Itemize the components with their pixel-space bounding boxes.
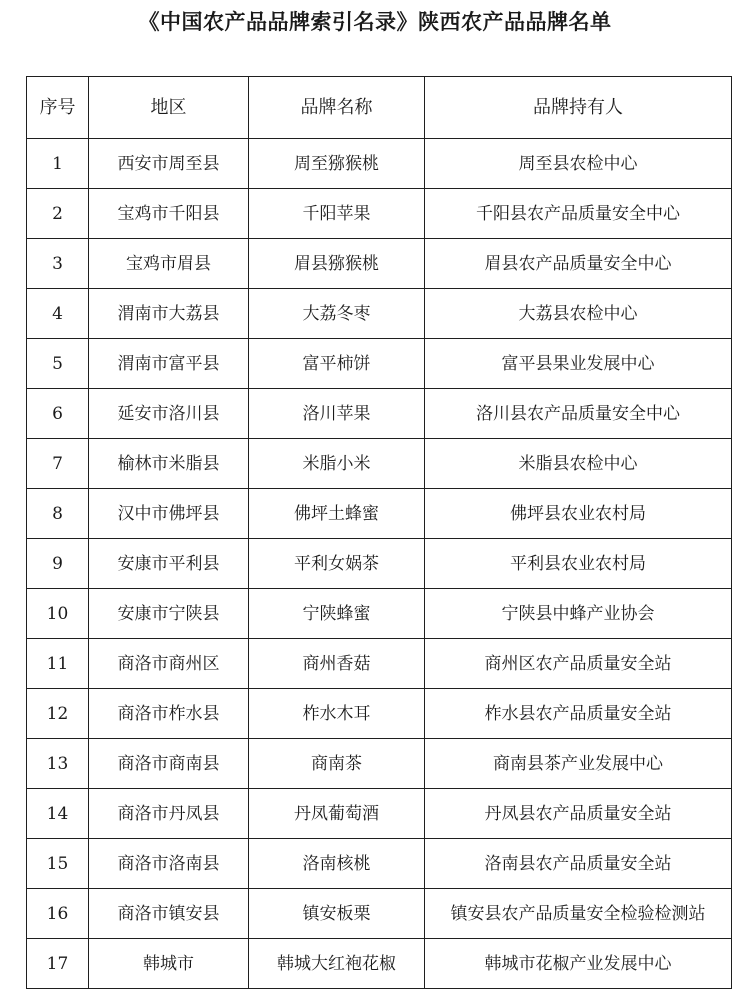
header-brand: 品牌名称	[249, 77, 425, 139]
cell-no: 15	[27, 839, 89, 889]
cell-no: 4	[27, 289, 89, 339]
table-row	[27, 389, 732, 439]
cell-brand-name: 丹凤葡萄酒	[249, 789, 425, 839]
table-row	[27, 889, 732, 939]
cell-brand-holder: 韩城市花椒产业发展中心	[425, 939, 732, 989]
table-row	[27, 189, 732, 239]
table-body	[27, 139, 732, 989]
table-row	[27, 839, 732, 889]
cell-no: 12	[27, 689, 89, 739]
cell-no: 16	[27, 889, 89, 939]
cell-brand-name: 米脂小米	[249, 439, 425, 489]
cell-brand-holder: 富平县果业发展中心	[425, 339, 732, 389]
table-row	[27, 239, 732, 289]
table-row	[27, 639, 732, 689]
cell-no: 2	[27, 189, 89, 239]
cell-no: 10	[27, 589, 89, 639]
cell-brand-holder: 商南县茶产业发展中心	[425, 739, 732, 789]
table-row	[27, 689, 732, 739]
cell-brand-holder: 大荔县农检中心	[425, 289, 732, 339]
cell-brand-name: 镇安板栗	[249, 889, 425, 939]
table-row	[27, 739, 732, 789]
brand-table	[26, 76, 732, 989]
cell-brand-name: 平利女娲茶	[249, 539, 425, 589]
cell-brand-holder: 平利县农业农村局	[425, 539, 732, 589]
cell-region: 商洛市丹凤县	[89, 789, 249, 839]
table-row	[27, 589, 732, 639]
cell-brand-name: 佛坪土蜂蜜	[249, 489, 425, 539]
cell-brand-holder: 千阳县农产品质量安全中心	[425, 189, 732, 239]
table-row	[27, 139, 732, 189]
cell-brand-name: 洛川苹果	[249, 389, 425, 439]
cell-region: 渭南市大荔县	[89, 289, 249, 339]
cell-brand-holder: 洛川县农产品质量安全中心	[425, 389, 732, 439]
cell-no: 6	[27, 389, 89, 439]
cell-brand-name: 千阳苹果	[249, 189, 425, 239]
cell-no: 13	[27, 739, 89, 789]
cell-brand-holder: 周至县农检中心	[425, 139, 732, 189]
cell-region: 商洛市商州区	[89, 639, 249, 689]
cell-brand-name: 周至猕猴桃	[249, 139, 425, 189]
cell-no: 9	[27, 539, 89, 589]
cell-region: 渭南市富平县	[89, 339, 249, 389]
cell-brand-holder: 镇安县农产品质量安全检验检测站	[425, 889, 732, 939]
table-row	[27, 539, 732, 589]
cell-no: 7	[27, 439, 89, 489]
cell-brand-name: 大荔冬枣	[249, 289, 425, 339]
cell-region: 延安市洛川县	[89, 389, 249, 439]
cell-no: 11	[27, 639, 89, 689]
cell-brand-name: 韩城大红袍花椒	[249, 939, 425, 989]
cell-no: 8	[27, 489, 89, 539]
cell-region: 宝鸡市眉县	[89, 239, 249, 289]
cell-region: 韩城市	[89, 939, 249, 989]
cell-brand-holder: 米脂县农检中心	[425, 439, 732, 489]
cell-region: 安康市宁陕县	[89, 589, 249, 639]
cell-no: 5	[27, 339, 89, 389]
header-region: 地区	[89, 77, 249, 139]
header-no: 序号	[27, 77, 89, 139]
cell-brand-holder: 眉县农产品质量安全中心	[425, 239, 732, 289]
cell-region: 宝鸡市千阳县	[89, 189, 249, 239]
cell-region: 商洛市镇安县	[89, 889, 249, 939]
cell-brand-name: 柞水木耳	[249, 689, 425, 739]
cell-brand-name: 眉县猕猴桃	[249, 239, 425, 289]
cell-brand-holder: 佛坪县农业农村局	[425, 489, 732, 539]
table-row	[27, 439, 732, 489]
cell-brand-holder: 丹凤县农产品质量安全站	[425, 789, 732, 839]
table-header-row	[27, 77, 732, 139]
cell-region: 商洛市洛南县	[89, 839, 249, 889]
table-row	[27, 289, 732, 339]
cell-region: 榆林市米脂县	[89, 439, 249, 489]
cell-brand-name: 商南茶	[249, 739, 425, 789]
cell-region: 西安市周至县	[89, 139, 249, 189]
header-holder: 品牌持有人	[425, 77, 732, 139]
table-row	[27, 789, 732, 839]
table-row	[27, 339, 732, 389]
cell-brand-name: 洛南核桃	[249, 839, 425, 889]
table-row	[27, 939, 732, 989]
cell-brand-name: 商州香菇	[249, 639, 425, 689]
cell-region: 安康市平利县	[89, 539, 249, 589]
cell-region: 商洛市商南县	[89, 739, 249, 789]
cell-brand-holder: 洛南县农产品质量安全站	[425, 839, 732, 889]
cell-brand-name: 富平柿饼	[249, 339, 425, 389]
cell-brand-holder: 商州区农产品质量安全站	[425, 639, 732, 689]
cell-no: 3	[27, 239, 89, 289]
cell-brand-holder: 宁陕县中蜂产业协会	[425, 589, 732, 639]
cell-no: 1	[27, 139, 89, 189]
cell-region: 商洛市柞水县	[89, 689, 249, 739]
cell-brand-holder: 柞水县农产品质量安全站	[425, 689, 732, 739]
cell-no: 14	[27, 789, 89, 839]
page-title: 《中国农产品品牌索引名录》陕西农产品品牌名单	[138, 9, 612, 34]
cell-brand-name: 宁陕蜂蜜	[249, 589, 425, 639]
table-row	[27, 489, 732, 539]
cell-region: 汉中市佛坪县	[89, 489, 249, 539]
cell-no: 17	[27, 939, 89, 989]
